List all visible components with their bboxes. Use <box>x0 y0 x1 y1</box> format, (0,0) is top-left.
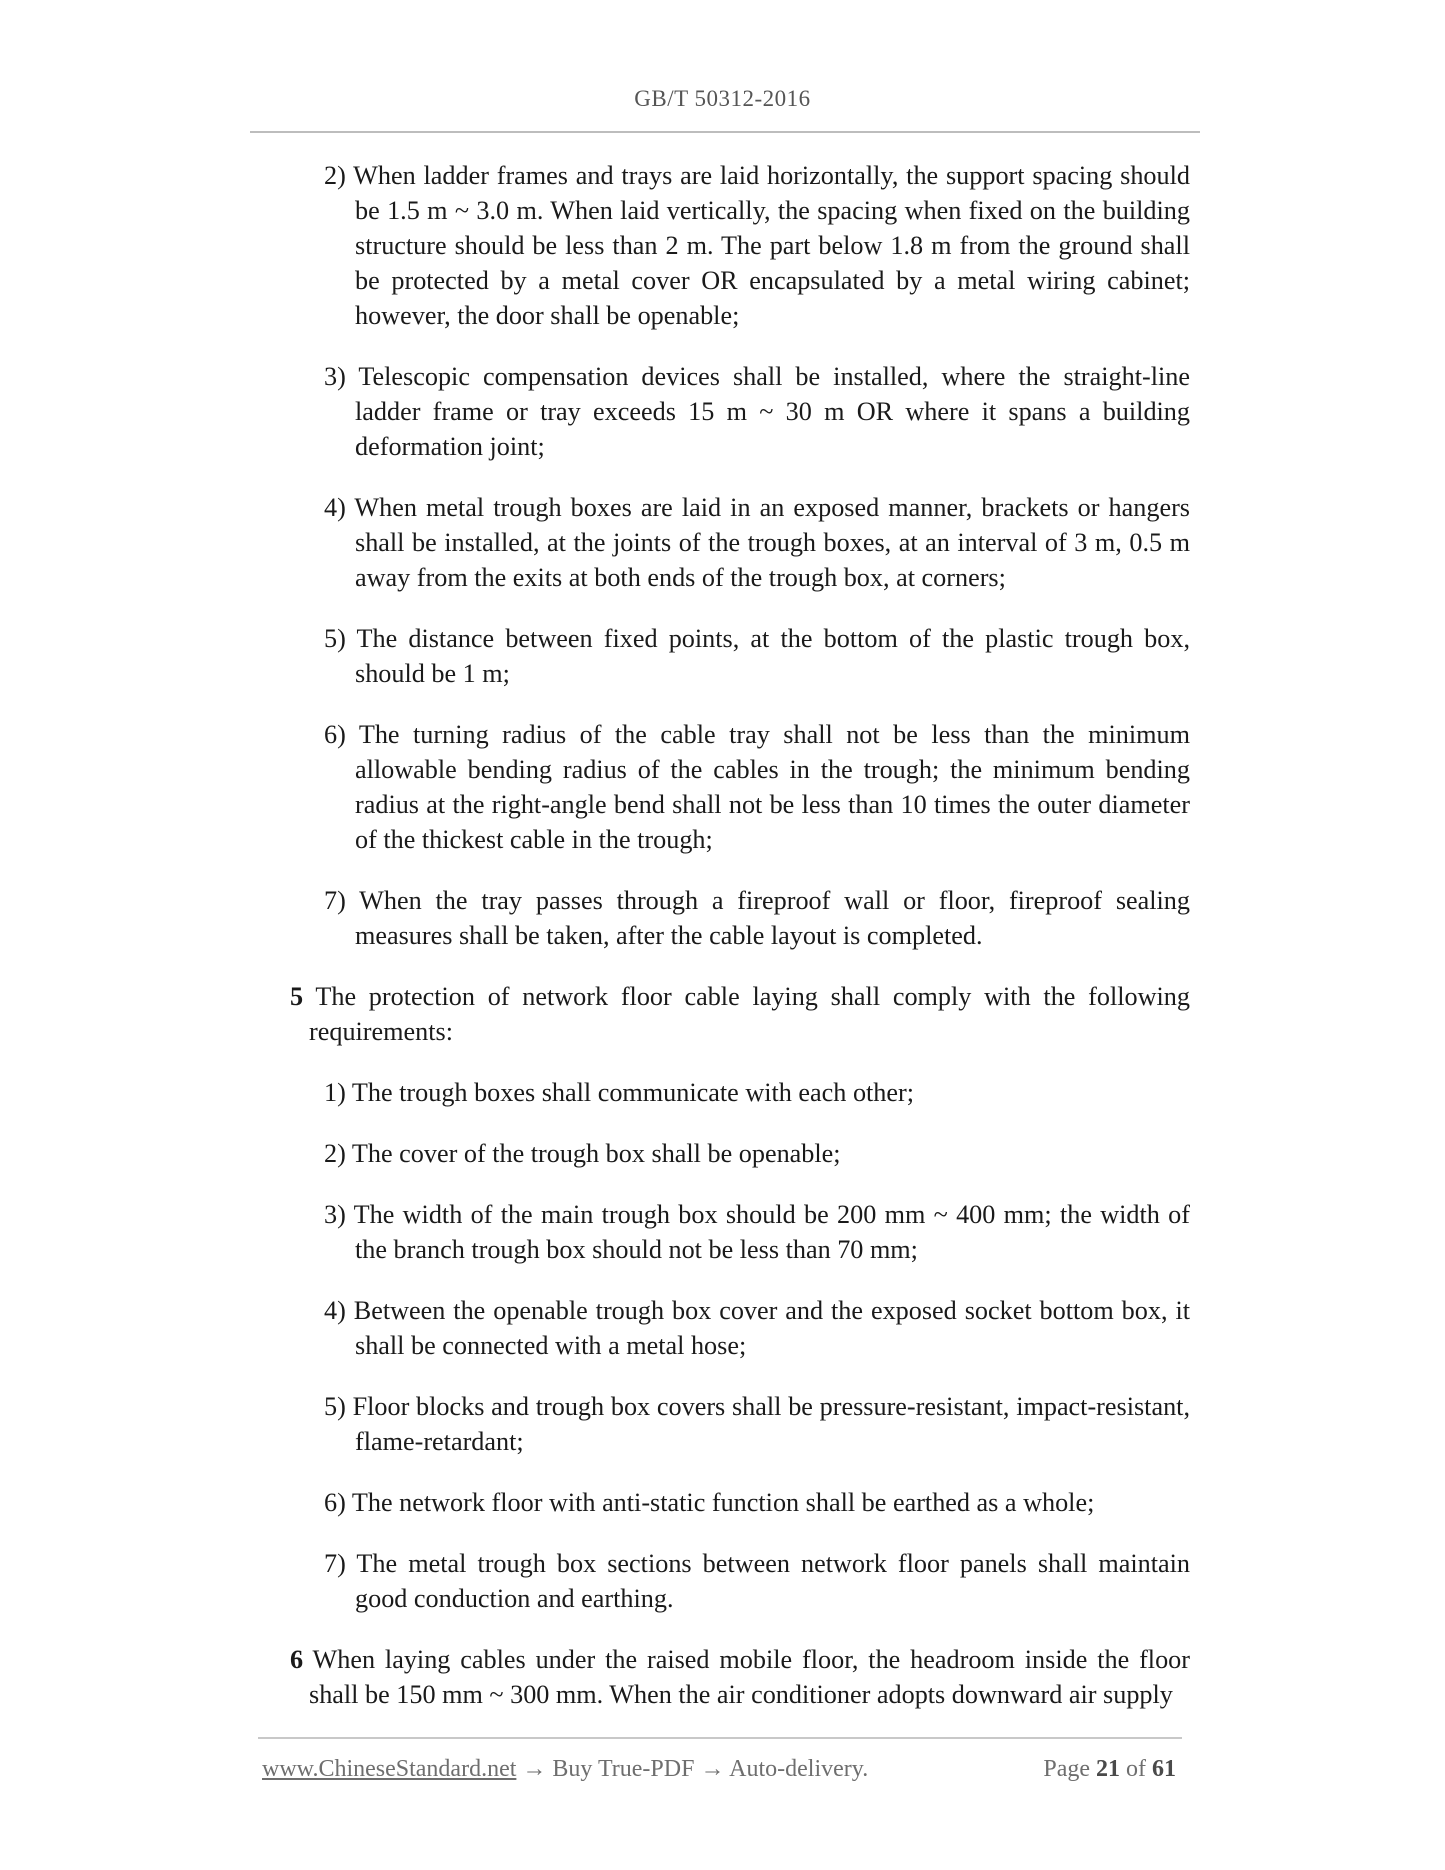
list-item-3: 3) The width of the main trough box should be 200 mm ~ 400 mm; the width of the branch trough box should not be less than 70 mm; <box>324 1200 1190 1264</box>
list-item-7: 7) When the tray passes through a fireproof wall or floor, fireproof sealing measures shall be taken, after the cable layout is completed. <box>324 886 1190 950</box>
clause-text: When laying cables under the raised mobile floor, the headroom inside the floor shall be 150 mm ~ 300 mm. When the air conditioner adopts downward air supply <box>309 1645 1190 1709</box>
total-pages: 61 <box>1152 1756 1176 1782</box>
list-item-2: 2) When ladder frames and trays are laid horizontally, the support spacing should be 1.5 m ~ 3.0 m. When laid vertically, the spacing when fixed on the building structure should be less than 2 m. The part below 1.8 m from the ground shall be protected by a metal cover OR encapsulated by a metal wiring cabinet; however, the door shall be openable; <box>324 161 1190 330</box>
page-header: GB/T 50312-2016 <box>634 86 811 111</box>
list-item-4: 4) Between the openable trough box cover and the exposed socket bottom box, it shall be connected with a metal hose; <box>324 1296 1190 1360</box>
page-number <box>1043 1756 1176 1783</box>
buy-pdf-text: Buy True-PDF <box>552 1756 695 1782</box>
auto-delivery-text: Auto-delivery. <box>729 1756 869 1782</box>
list-item-5: 5) The distance between fixed points, at the bottom of the plastic trough box, should be 1 m; <box>324 624 1190 688</box>
document-body <box>290 158 1190 1738</box>
header-divider <box>250 131 1200 133</box>
list-item-3: 3) Telescopic compensation devices shall be installed, where the straight-line ladder frame or tray exceeds 15 m ~ 30 m OR where it spans a building deformation joint; <box>324 362 1190 461</box>
current-page: 21 <box>1096 1756 1120 1782</box>
footer-links <box>262 1756 868 1783</box>
clause-5 <box>290 979 1190 1049</box>
of-label: of <box>1126 1756 1146 1782</box>
list-item-2: 2) The cover of the trough box shall be openable; <box>324 1139 841 1168</box>
arrow-right-icon: → <box>522 1756 547 1782</box>
list-item-5: 5) Floor blocks and trough box covers shall be pressure-resistant, impact-resistant, flame-retardant; <box>324 1392 1190 1456</box>
list-item-6: 6) The turning radius of the cable tray shall not be less than the minimum allowable bending radius of the cables in the trough; the minimum bending radius at the right-angle bend shall not be less than 10 times the outer diameter of the thickest cable in the trough; <box>324 720 1190 854</box>
list-item-4: 4) When metal trough boxes are laid in an exposed manner, brackets or hangers shall be installed, at the joints of the trough boxes, at an interval of 3 m, 0.5 m away from the exits at both ends of the trough box, at corners; <box>324 493 1190 592</box>
list-item-1: 1) The trough boxes shall communicate with each other; <box>324 1078 915 1107</box>
clause-text: The protection of network floor cable laying shall comply with the following requirements: <box>309 982 1190 1046</box>
list-item-7: 7) The metal trough box sections between network floor panels shall maintain good conduction and earthing. <box>324 1549 1190 1613</box>
footer-divider <box>258 1737 1182 1739</box>
clause-number: 5 <box>290 982 304 1011</box>
page-label: Page <box>1043 1756 1090 1782</box>
site-link[interactable]: www.ChineseStandard.net <box>262 1756 517 1782</box>
list-item-6: 6) The network floor with anti-static function shall be earthed as a whole; <box>324 1488 1095 1517</box>
clause-6 <box>290 1642 1190 1712</box>
clause-number: 6 <box>290 1645 304 1674</box>
arrow-right-icon: → <box>700 1756 725 1782</box>
